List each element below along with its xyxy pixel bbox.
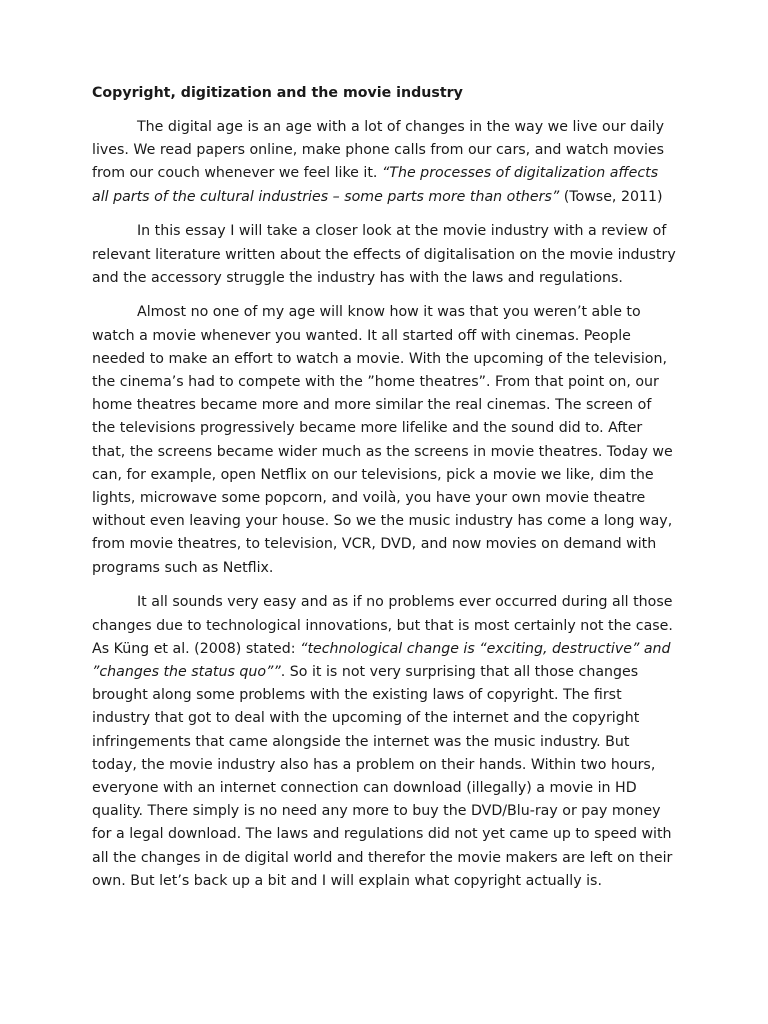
paragraph-history: Almost no one of my age will know how it was that you weren’t able to watch a movie whenever you wanted. It all started off with cinemas. People needed to make an effort to watch a movie. With the upcoming of the television, the cinema’s had to compete with the ”home theatres”. From that point on, our home theatres became more and more similar the real cinemas. The screen of the televisions progressively became more lifelike and the sound did to. After that, the screens became wider much as the screens in movie theatres. Today we can, for example, open Netflix on our televisions, pick a movie we like, dim the lights, microwave some popcorn, and voilà, you have your own movie theatre without even leaving your house. So we the music industry has come a long way, from movie theatres, to television, VCR, DVD, and now movies on demand with programs such as Netflix. [92, 304, 673, 576]
paragraph-problems-quote: “technological change is “exciting, destructive” and ”changes the status quo”” [92, 640, 671, 680]
paragraph-intro [92, 116, 676, 209]
paragraph-intro-citation: (Towse, 2011) [559, 188, 663, 205]
paragraph-problems [92, 591, 676, 893]
paragraph-problems-text: It all sounds very easy and as if no problems ever occurred during all those changes due to technological innovations, but that is most certainly not the case. As Küng et al. (2008) stated: [92, 594, 673, 657]
document-body [92, 82, 676, 905]
paragraph-intro-text: The digital age is an age with a lot of changes in the way we live our daily lives. We read papers online, make phone calls from our cars, and watch movies from our couch whenever we feel like it. [92, 119, 665, 182]
paragraph-intro-quote: “The processes of digitalization affects all parts of the cultural industries – some parts more than others” [92, 165, 659, 205]
document-title: Copyright, digitization and the movie industry [92, 85, 463, 101]
paragraph-essay-scope: In this essay I will take a closer look at the movie industry with a review of relevant literature written about the effects of digitalisation on the movie industry and the accessory struggle the industry has with the laws and regulations. [92, 223, 676, 286]
paragraph-problems-rest: . So it is not very surprising that all those changes brought along some problems with the existing laws of copyright. The first industry that got to deal with the upcoming of the internet and the copyright infringements that came alongside the internet was the music industry. But today, the movie industry also has a problem on their hands. Within two hours, everyone with an internet connection can download (illegally) a movie in HD quality. There simply is no need any more to buy the DVD/Blu-ray or pay money for a legal download. The laws and regulations did not yet came up to speed with all the changes in de digital world and therefor the movie makers are left on their own. But let’s back up a bit and I will explain what copyright actually is. [92, 663, 673, 889]
